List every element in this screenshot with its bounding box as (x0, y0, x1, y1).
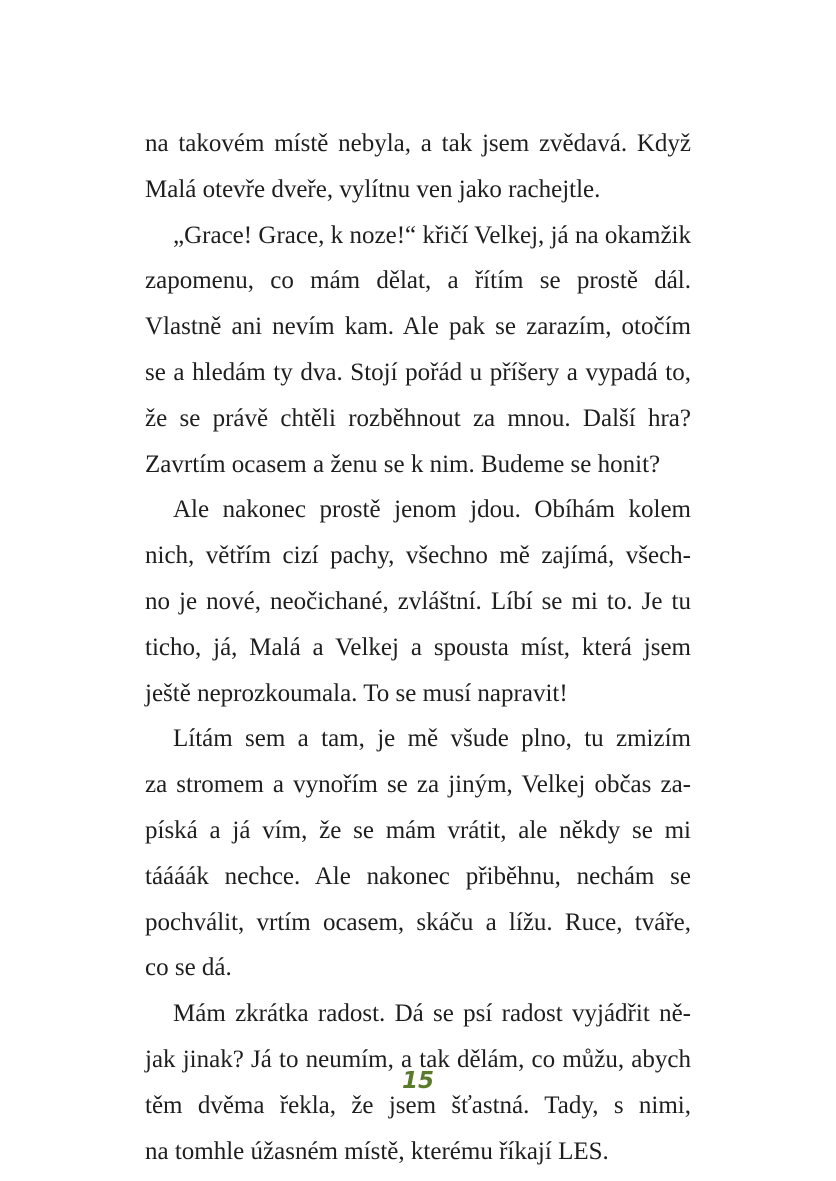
text-line: těm dvěma řekla, že jsem šťastná. Tady, s nimi, (145, 1091, 691, 1119)
text-line: jak jinak? Já to neumím, a tak dělám, co můžu, abych (145, 1045, 691, 1073)
paragraph-4 (145, 716, 691, 991)
body-text (145, 121, 691, 1174)
page-number: 15 (401, 1068, 434, 1094)
text-line: „Grace! Grace, k noze!“ křičí Velkej, já na okamžik (173, 221, 691, 249)
text-line: Mám zkrátka radost. Dá se psí radost vyjádřit ně- (173, 1000, 691, 1028)
paragraph-1 (145, 121, 691, 213)
text-line: co se dá. (145, 954, 232, 982)
paragraph-2 (145, 213, 691, 488)
text-line: Lítám sem a tam, je mě všude plno, tu zmizím (173, 725, 691, 753)
text-line: že se právě chtěli rozběhnout za mnou. Další hra? (145, 404, 691, 432)
text-line: zapomenu, co mám dělat, a řítím se prostě dál. (145, 267, 691, 295)
text-line: se a hledám ty dva. Stojí pořád u příšery a vypadá to, (145, 358, 691, 386)
text-line: ještě neprozkoumala. To se musí napravit! (145, 679, 568, 707)
text-line: no je nové, neočichané, zvláštní. Líbí se mi to. Je tu (145, 587, 691, 615)
text-line: Malá otevře dveře, vylítnu ven jako rachejtle. (145, 175, 601, 203)
text-line: na tomhle úžasném místě, kterému říkají LES. (145, 1137, 609, 1165)
text-line: Zavrtím ocasem a ženu se k nim. Budeme se honit? (145, 450, 661, 478)
text-line: na takovém místě nebyla, a tak jsem zvědavá. Když (145, 130, 691, 157)
text-line: píská a já vím, že se mám vrátit, ale někdy se mi (145, 816, 691, 844)
paragraph-3 (145, 487, 691, 716)
text-line: Ale nakonec prostě jenom jdou. Obíhám kolem (173, 496, 691, 524)
text-line: táááák nechce. Ale nakonec přiběhnu, nechám se (145, 862, 691, 890)
text-line: pochválit, vrtím ocasem, skáču a lížu. Ruce, tváře, (145, 908, 691, 936)
text-line: nich, větřím cizí pachy, všechno mě zajímá, všech- (145, 542, 691, 570)
text-line: za stromem a vynořím se za jiným, Velkej občas za- (145, 771, 691, 799)
text-line: ticho, já, Malá a Velkej a spousta míst, která jsem (145, 633, 691, 661)
text-line: Vlastně ani nevím kam. Ale pak se zarazím, otočím (145, 313, 691, 341)
